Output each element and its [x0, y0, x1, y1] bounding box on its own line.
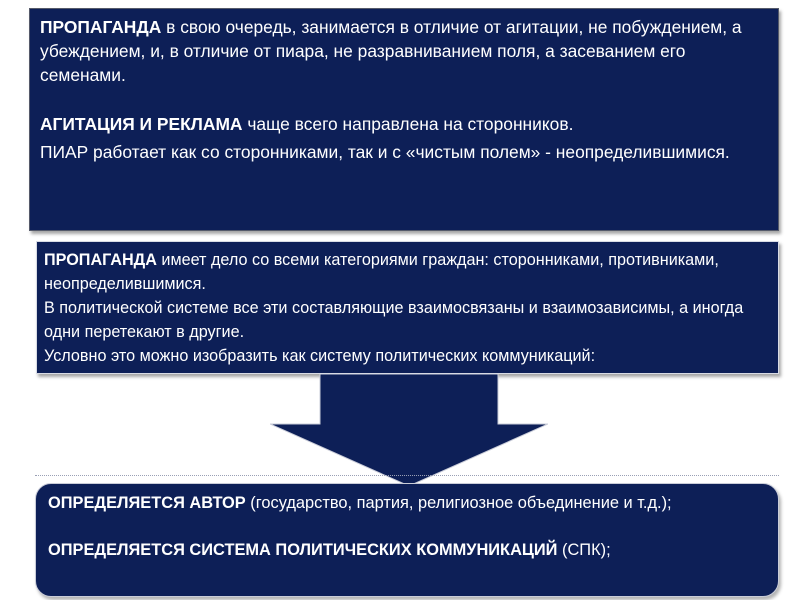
political-communication-box — [36, 241, 779, 374]
interrelation-paragraph: В политической системе все эти составляющие взаимосвязаны и взаимозависимы, а иногда одни перетекают в другие. — [44, 299, 744, 341]
spk-text: (СПК); — [557, 541, 611, 559]
pr-paragraph: ПИАР работает как со сторонниками, так и с «чистым полем» - неопределившимися. — [40, 142, 730, 162]
propaganda-definition-box — [29, 8, 779, 231]
down-arrow-icon — [270, 374, 548, 486]
author-text: (государство, партия, религиозное объединение и т.д.); — [245, 494, 672, 512]
propaganda-audience-text: имеет дело со всеми категориями граждан: сторонниками, противниками, неопределившимися. — [44, 251, 719, 293]
spk-heading: ОПРЕДЕЛЯЕТСЯ СИСТЕМА ПОЛИТИЧЕСКИХ КОММУНИКАЦИЙ — [48, 541, 558, 559]
propaganda-text: в свою очередь, занимается в отличие от агитации, не побуждением, а убеждением, и, в отличие от пиара, не разравниванием поля, а засеванием его семенами. — [40, 17, 742, 85]
divider-line — [35, 475, 779, 476]
spk-intro-paragraph: Условно это можно изобразить как систему политических коммуникаций: — [44, 347, 596, 365]
agitation-text: чаще всего направлена на сторонников. — [242, 114, 574, 134]
propaganda-audience-paragraph — [44, 248, 771, 296]
propaganda-paragraph — [40, 15, 768, 87]
author-heading: ОПРЕДЕЛЯЕТСЯ АВТОР — [48, 494, 246, 512]
author-paragraph — [48, 491, 766, 516]
spk-paragraph — [48, 538, 766, 563]
propaganda-audience-heading: ПРОПАГАНДА — [44, 251, 157, 269]
author-spk-box — [35, 483, 779, 597]
agitation-paragraph — [40, 112, 768, 136]
agitation-heading: АГИТАЦИЯ И РЕКЛАМА — [40, 114, 243, 134]
propaganda-heading: ПРОПАГАНДА — [40, 17, 162, 37]
